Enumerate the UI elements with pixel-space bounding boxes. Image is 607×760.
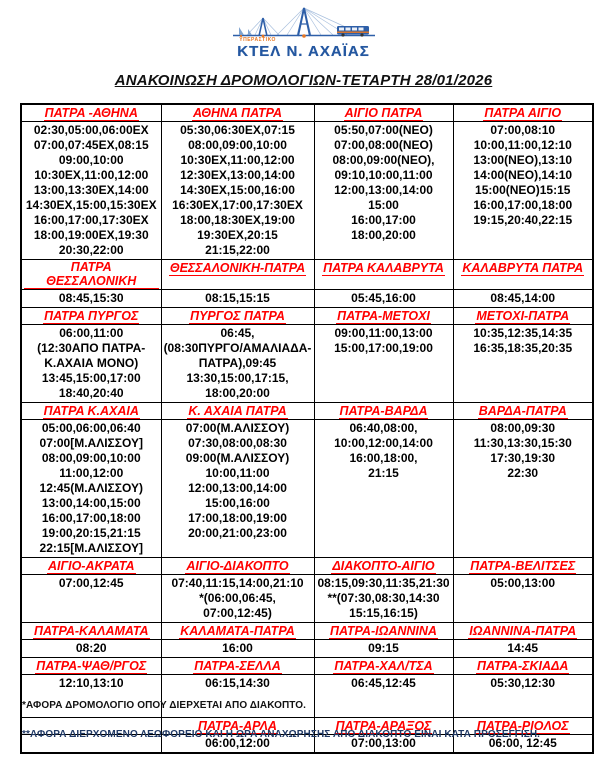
route-header-label: ΠΑΤΡΑ-ΣΕΛΛΑ <box>194 659 281 673</box>
sailboat-icons <box>239 27 252 35</box>
time-line: 12:00,13:00,14:00 <box>188 481 287 495</box>
time-line: 07:00,08:00(ΝΕΟ) <box>334 138 433 152</box>
route-header-label: ΑΙΓΙΟ-ΔΙΑΚΟΠΤΟ <box>186 559 289 573</box>
route-header-row <box>21 260 593 290</box>
route-header-label: ΜΕΤΟΧΙ-ΠΑΤΡΑ <box>476 309 570 323</box>
time-line: Κ.ΑΧΑΙΑ ΜΟΝΟ) <box>44 356 139 370</box>
time-line: 13:30,15:00,17:15, <box>186 371 289 385</box>
time-line: 07:30,08:00,08:30 <box>188 436 287 450</box>
times-cell <box>21 640 161 658</box>
bridge-logo-graphic <box>229 6 379 40</box>
page-title: ΑΝΑΚΟΙΝΩΣΗ ΔΡΟΜΟΛΟΓΙΩΝ-ΤΕΤΑΡΤΗ 28/01/2026 <box>114 72 493 89</box>
times-cell <box>161 290 314 308</box>
route-header-row <box>21 403 593 420</box>
route-header-cell <box>453 658 593 675</box>
times-cell <box>314 325 453 403</box>
route-header-cell <box>21 658 161 675</box>
time-line: 18:00,19:00ΕΧ,19:30 <box>33 228 149 242</box>
times-cell <box>21 420 161 558</box>
time-line: 19:00,20:15,21:15 <box>41 526 141 540</box>
time-line: 14:00(ΝΕΟ),14:10 <box>473 168 573 182</box>
time-line: 09:15 <box>368 641 399 655</box>
time-line: 18:00,20:00 <box>351 228 416 242</box>
time-line: 05:45,16:00 <box>351 291 416 305</box>
route-header-cell <box>314 658 453 675</box>
time-line: 08:00,09:00,10:00 <box>41 451 141 465</box>
route-header-label: ΠΑΤΡΑ-ΚΑΛΑΜΑΤΑ <box>33 624 149 638</box>
route-header-label: ΙΩΑΝΝΙΝΑ-ΠΑΤΡΑ <box>469 624 577 638</box>
times-cell <box>21 675 161 718</box>
times-row <box>21 420 593 558</box>
route-header-cell <box>314 104 453 122</box>
route-header-label: ΚΑΛΑΜΑΤΑ-ΠΑΤΡΑ <box>180 624 295 638</box>
time-line: 06:45,12:45 <box>351 676 416 690</box>
time-line: 12:00,13:00,14:00 <box>334 183 433 197</box>
time-line: 08:15,09:30,11:35,21:30 <box>317 576 450 590</box>
route-header-label: ΠΑΤΡΑ-ΒΕΛΙΤΣΕΣ <box>470 559 576 573</box>
time-line: (08:30ΠΥΡΓΟ/ΑΜΑΛΙΑΔΑ- <box>163 341 312 355</box>
route-header-label: ΠΑΤΡΑ-ΣΚΙΑΔΑ <box>477 659 569 673</box>
time-line: 08:15,15:15 <box>205 291 270 305</box>
times-cell <box>314 575 453 623</box>
time-line: 11:00,12:00 <box>59 466 124 480</box>
route-header-cell <box>21 104 161 122</box>
route-header-label: ΒΑΡΔΑ-ΠΑΤΡΑ <box>478 404 567 418</box>
times-cell <box>453 290 593 308</box>
time-line: 10:00,11:00 <box>205 466 270 480</box>
time-line: 05:50,07:00(ΝΕΟ) <box>334 123 433 137</box>
time-line: 09:00,10:00 <box>58 153 124 167</box>
time-line: 16:00,17:00 <box>351 213 416 227</box>
time-line: 22:30 <box>507 466 539 480</box>
time-line: 12:30ΕΧ,13:00,14:00 <box>180 168 295 182</box>
route-header-label: ΠΑΤΡΑ-ΑΡΑΞΟΣ <box>335 719 432 733</box>
route-header-label: ΔΙΑΚΟΠΤΟ-ΑΙΓΙΟ <box>332 559 435 573</box>
time-line: 06:15,14:30 <box>205 676 270 690</box>
time-line: 07:00,12:45) <box>203 606 272 620</box>
time-line: 19:30ΕΧ,20:15 <box>197 228 278 242</box>
time-line: 12:10,13:10 <box>58 676 124 690</box>
time-line: 18:00,20:00 <box>205 386 270 400</box>
time-line: 08:00,09:00(ΝΕΟ), <box>332 153 435 167</box>
time-line: 13:45,15:00,17:00 <box>41 371 141 385</box>
times-cell <box>21 122 161 260</box>
time-line: 13:00(ΝΕΟ),13:10 <box>473 153 573 167</box>
time-line: (12:30ΑΠΟ ΠΑΤΡΑ- <box>37 341 146 355</box>
time-line: 06:00,12:00 <box>205 736 270 750</box>
times-cell <box>21 290 161 308</box>
route-header-label: ΠΑΤΡΑ-ΧΑΛ/ΤΣΑ <box>334 659 433 673</box>
route-header-cell <box>161 623 314 640</box>
time-line: 06:00,11:00 <box>59 326 124 340</box>
time-line: 16:35,18:35,20:35 <box>473 341 573 355</box>
route-header-cell <box>161 104 314 122</box>
time-line: 21:15,22:00 <box>205 243 270 257</box>
times-cell <box>314 420 453 558</box>
time-line: 16:00 <box>222 641 253 655</box>
time-line: 16:00,17:00,17:30ΕΧ <box>33 213 149 227</box>
footnote-passing-bus: **ΑΦΟΡΑ ΔΙΕΡΧΟΜΕΝΟ ΛΕΩΦΟΡΕΙΟ ΚΑΙ Η ΩΡΑ ΑΝΑΧΩΡΗΣΗΣ ΑΠΟ ΔΙΑΚΟΠΤΟ ΕΙΝΑΙ ΚΑΤΑ ΠΡΟΣΕΓΓΙΣΗ. <box>22 729 541 740</box>
route-header-cell <box>161 658 314 675</box>
time-line: 06:45, <box>220 326 255 340</box>
route-header-cell <box>314 308 453 325</box>
time-line: 10:00,12:00,14:00 <box>334 436 433 450</box>
time-line: 07:40,11:15,14:00,21:10 <box>171 576 304 590</box>
time-line: 07:00,13:00 <box>351 736 416 750</box>
times-cell <box>314 290 453 308</box>
times-row <box>21 325 593 403</box>
time-line: 10:00,11:00,12:10 <box>473 138 572 152</box>
route-header-cell <box>314 558 453 575</box>
route-header-label: ΠΑΤΡΑ-ΜΕΤΟΧΙ <box>337 309 430 323</box>
route-header-cell <box>314 623 453 640</box>
route-header-row <box>21 658 593 675</box>
time-line: 10:30ΕΧ,11:00,12:00 <box>34 168 149 182</box>
time-line: 14:30ΕΧ,15:00,16:00 <box>180 183 295 197</box>
time-line: 21:15 <box>368 466 399 480</box>
route-header-label: ΠΑΤΡΑ Κ.ΑΧΑΙΑ <box>43 404 139 418</box>
route-header-row <box>21 104 593 122</box>
time-line: 09:00(Μ.ΑΛΙΣΣΟΥ) <box>185 451 290 465</box>
time-line: 07:00,07:45ΕΧ,08:15 <box>33 138 149 152</box>
route-header-label: ΠΑΤΡΑ ΘΕΣΣΑΛΟΝΙΚΗ <box>24 260 159 289</box>
route-header-label: ΠΑΤΡΑ ΚΑΛΑΒΡΥΤΑ <box>323 261 444 275</box>
route-header-label: Κ. ΑΧΑΙΑ ΠΑΤΡΑ <box>188 404 287 418</box>
time-line: 05:30,06:30ΕΧ,07:15 <box>180 123 295 137</box>
logo-text <box>237 38 369 59</box>
times-cell <box>314 122 453 260</box>
time-line: ΠΑΤΡΑ),09:45 <box>198 356 277 370</box>
time-line: 06:00, 12:45 <box>488 736 557 750</box>
time-line: 11:30,13:30,15:30 <box>473 436 572 450</box>
time-line: 13:00,13:30ΕΧ,14:00 <box>33 183 149 197</box>
time-line: 16:00,17:00,18:00 <box>41 511 141 525</box>
times-row <box>21 640 593 658</box>
time-line: 09:00,11:00,13:00 <box>334 326 433 340</box>
time-line: **(07:30,08:30,14:30 <box>327 591 440 605</box>
logo-main-text: ΚΤΕΛ Ν. ΑΧΑΪΑΣ <box>237 43 370 60</box>
times-cell <box>161 420 314 558</box>
times-cell <box>21 325 161 403</box>
time-line: 08:45,15:30 <box>58 291 124 305</box>
time-line: 15:00(ΝΕΟ)15:15 <box>475 183 571 197</box>
route-header-label: ΚΑΛΑΒΡΥΤΑ ΠΑΤΡΑ <box>462 261 584 275</box>
time-line: 05:00,13:00 <box>490 576 556 590</box>
times-cell <box>453 675 593 718</box>
time-line: 17:00,18:00,19:00 <box>188 511 287 525</box>
route-header-cell <box>161 558 314 575</box>
time-line: 07:00(Μ.ΑΛΙΣΣΟΥ) <box>185 421 290 435</box>
route-header-label: ΠΑΤΡΑ-ΙΩΑΝΝΙΝΑ <box>330 624 437 638</box>
footnote-diakopto: *ΑΦΟΡΑ ΔΡΟΜΟΛΟΓΙΟ ΟΠΟΥ ΔΙΕΡΧΕΤΑΙ ΑΠΟ ΔΙΑΚΟΠΤΟ. <box>22 700 307 711</box>
time-line: 16:00,18:00, <box>349 451 418 465</box>
time-line: 15:00,17:00,19:00 <box>334 341 433 355</box>
route-header-cell <box>453 308 593 325</box>
route-header-label: ΠΑΤΡΑ-ΑΡΛΑ <box>198 719 277 733</box>
route-header-cell <box>21 623 161 640</box>
time-line: 14:30ΕΧ,15:00,15:30ΕΧ <box>25 198 157 212</box>
time-line: 19:15,20:40,22:15 <box>473 213 573 227</box>
route-header-cell <box>453 403 593 420</box>
route-header-label: ΑΙΓΙΟ-ΑΚΡΑΤΑ <box>47 559 135 573</box>
route-header-label: ΠΑΤΡΑ ΠΥΡΓΟΣ <box>44 309 139 323</box>
time-line: 06:40,08:00, <box>349 421 418 435</box>
time-line: 08:45,14:00 <box>490 291 556 305</box>
logo-small-text: ΥΠΕΡΑΣΤΙΚΟ <box>239 37 276 43</box>
times-cell <box>314 640 453 658</box>
schedule-table <box>20 103 594 754</box>
time-line: 05:00,06:00,06:40 <box>41 421 141 435</box>
time-line: 10:30ΕΧ,11:00,12:00 <box>180 153 295 167</box>
times-cell <box>453 122 593 260</box>
times-cell <box>161 122 314 260</box>
time-line: 07:00[Μ.ΑΛΙΣΣΟΥ] <box>39 436 143 450</box>
route-header-label: ΘΕΣΣΑΛΟΝΙΚΗ-ΠΑΤΡΑ <box>169 261 306 275</box>
route-header-row <box>21 558 593 575</box>
time-line: 16:30ΕΧ,17:00,17:30ΕΧ <box>172 198 303 212</box>
route-header-cell <box>161 403 314 420</box>
time-line: 22:15[Μ.ΑΛΙΣΣΟΥ] <box>39 541 143 555</box>
time-line: 15:00,16:00 <box>205 496 270 510</box>
times-cell <box>161 640 314 658</box>
route-header-cell <box>314 260 453 290</box>
time-line: 15:00 <box>368 198 399 212</box>
times-cell <box>453 420 593 558</box>
time-line: 08:00,09:30 <box>490 421 556 435</box>
times-cell <box>161 575 314 623</box>
time-line: 10:35,12:35,14:35 <box>473 326 573 340</box>
times-cell <box>161 675 314 718</box>
time-line: 07:00,08:10 <box>490 123 556 137</box>
time-line: 05:30,12:30 <box>490 676 556 690</box>
times-cell <box>453 575 593 623</box>
time-line: 08:00,09:00,10:00 <box>188 138 287 152</box>
schedule-table-body <box>21 104 593 753</box>
times-cell <box>453 640 593 658</box>
route-header-label: ΠΑΤΡΑ-ΨΑΘ/ΡΓΟΣ <box>36 659 147 673</box>
time-line: 02:30,05:00,06:00ΕΧ <box>33 123 149 137</box>
time-line: 12:45(Μ.ΑΛΙΣΣΟΥ) <box>39 481 143 495</box>
time-line: *(06:00,06:45, <box>199 591 276 605</box>
times-row <box>21 675 593 718</box>
route-header-cell <box>161 260 314 290</box>
times-row <box>21 575 593 623</box>
ktel-logo <box>0 6 607 59</box>
route-header-cell <box>21 558 161 575</box>
route-header-cell <box>314 403 453 420</box>
route-header-cell <box>161 308 314 325</box>
route-header-label: ΠΑΤΡΑ-ΡΙΟΛΟΣ <box>476 719 569 733</box>
times-cell <box>21 575 161 623</box>
route-header-cell <box>453 260 593 290</box>
times-row <box>21 290 593 308</box>
route-header-cell <box>21 403 161 420</box>
time-line: 13:00,14:00,15:00 <box>41 496 141 510</box>
time-line: 07:00,12:45 <box>58 576 124 590</box>
time-line: 18:40,20:40 <box>58 386 124 400</box>
time-line: 16:00,17:00,18:00 <box>473 198 573 212</box>
route-header-row <box>21 308 593 325</box>
route-header-cell <box>453 104 593 122</box>
route-header-cell <box>21 308 161 325</box>
times-row <box>21 122 593 260</box>
route-header-label: ΠΑΤΡΑ-ΒΑΡΔΑ <box>339 404 428 418</box>
time-line: 20:00,21:00,23:00 <box>188 526 287 540</box>
time-line: 09:10,10:00,11:00 <box>334 168 433 182</box>
time-line: 15:15,16:15) <box>349 606 418 620</box>
times-cell <box>453 325 593 403</box>
time-line: 17:30,19:30 <box>490 451 556 465</box>
route-header-label: ΠΑΤΡΑ ΑΙΓΙΟ <box>484 106 562 120</box>
route-header-cell <box>453 623 593 640</box>
route-header-cell <box>453 558 593 575</box>
route-header-label: ΠΑΤΡΑ -ΑΘΗΝΑ <box>44 106 138 120</box>
route-header-label: ΑΘΗΝΑ ΠΑΤΡΑ <box>192 106 283 120</box>
time-line: 08:20 <box>75 641 107 655</box>
route-header-cell <box>21 260 161 290</box>
time-line: 20:30,22:00 <box>58 243 124 257</box>
time-line: 14:45 <box>507 641 539 655</box>
route-header-row <box>21 623 593 640</box>
route-header-label: ΠΥΡΓΟΣ ΠΑΤΡΑ <box>190 309 285 323</box>
times-cell <box>314 675 453 718</box>
route-header-label: ΑΙΓΙΟ ΠΑΤΡΑ <box>344 106 423 120</box>
time-line: 18:00,18:30ΕΧ,19:00 <box>180 213 295 227</box>
times-cell <box>161 325 314 403</box>
